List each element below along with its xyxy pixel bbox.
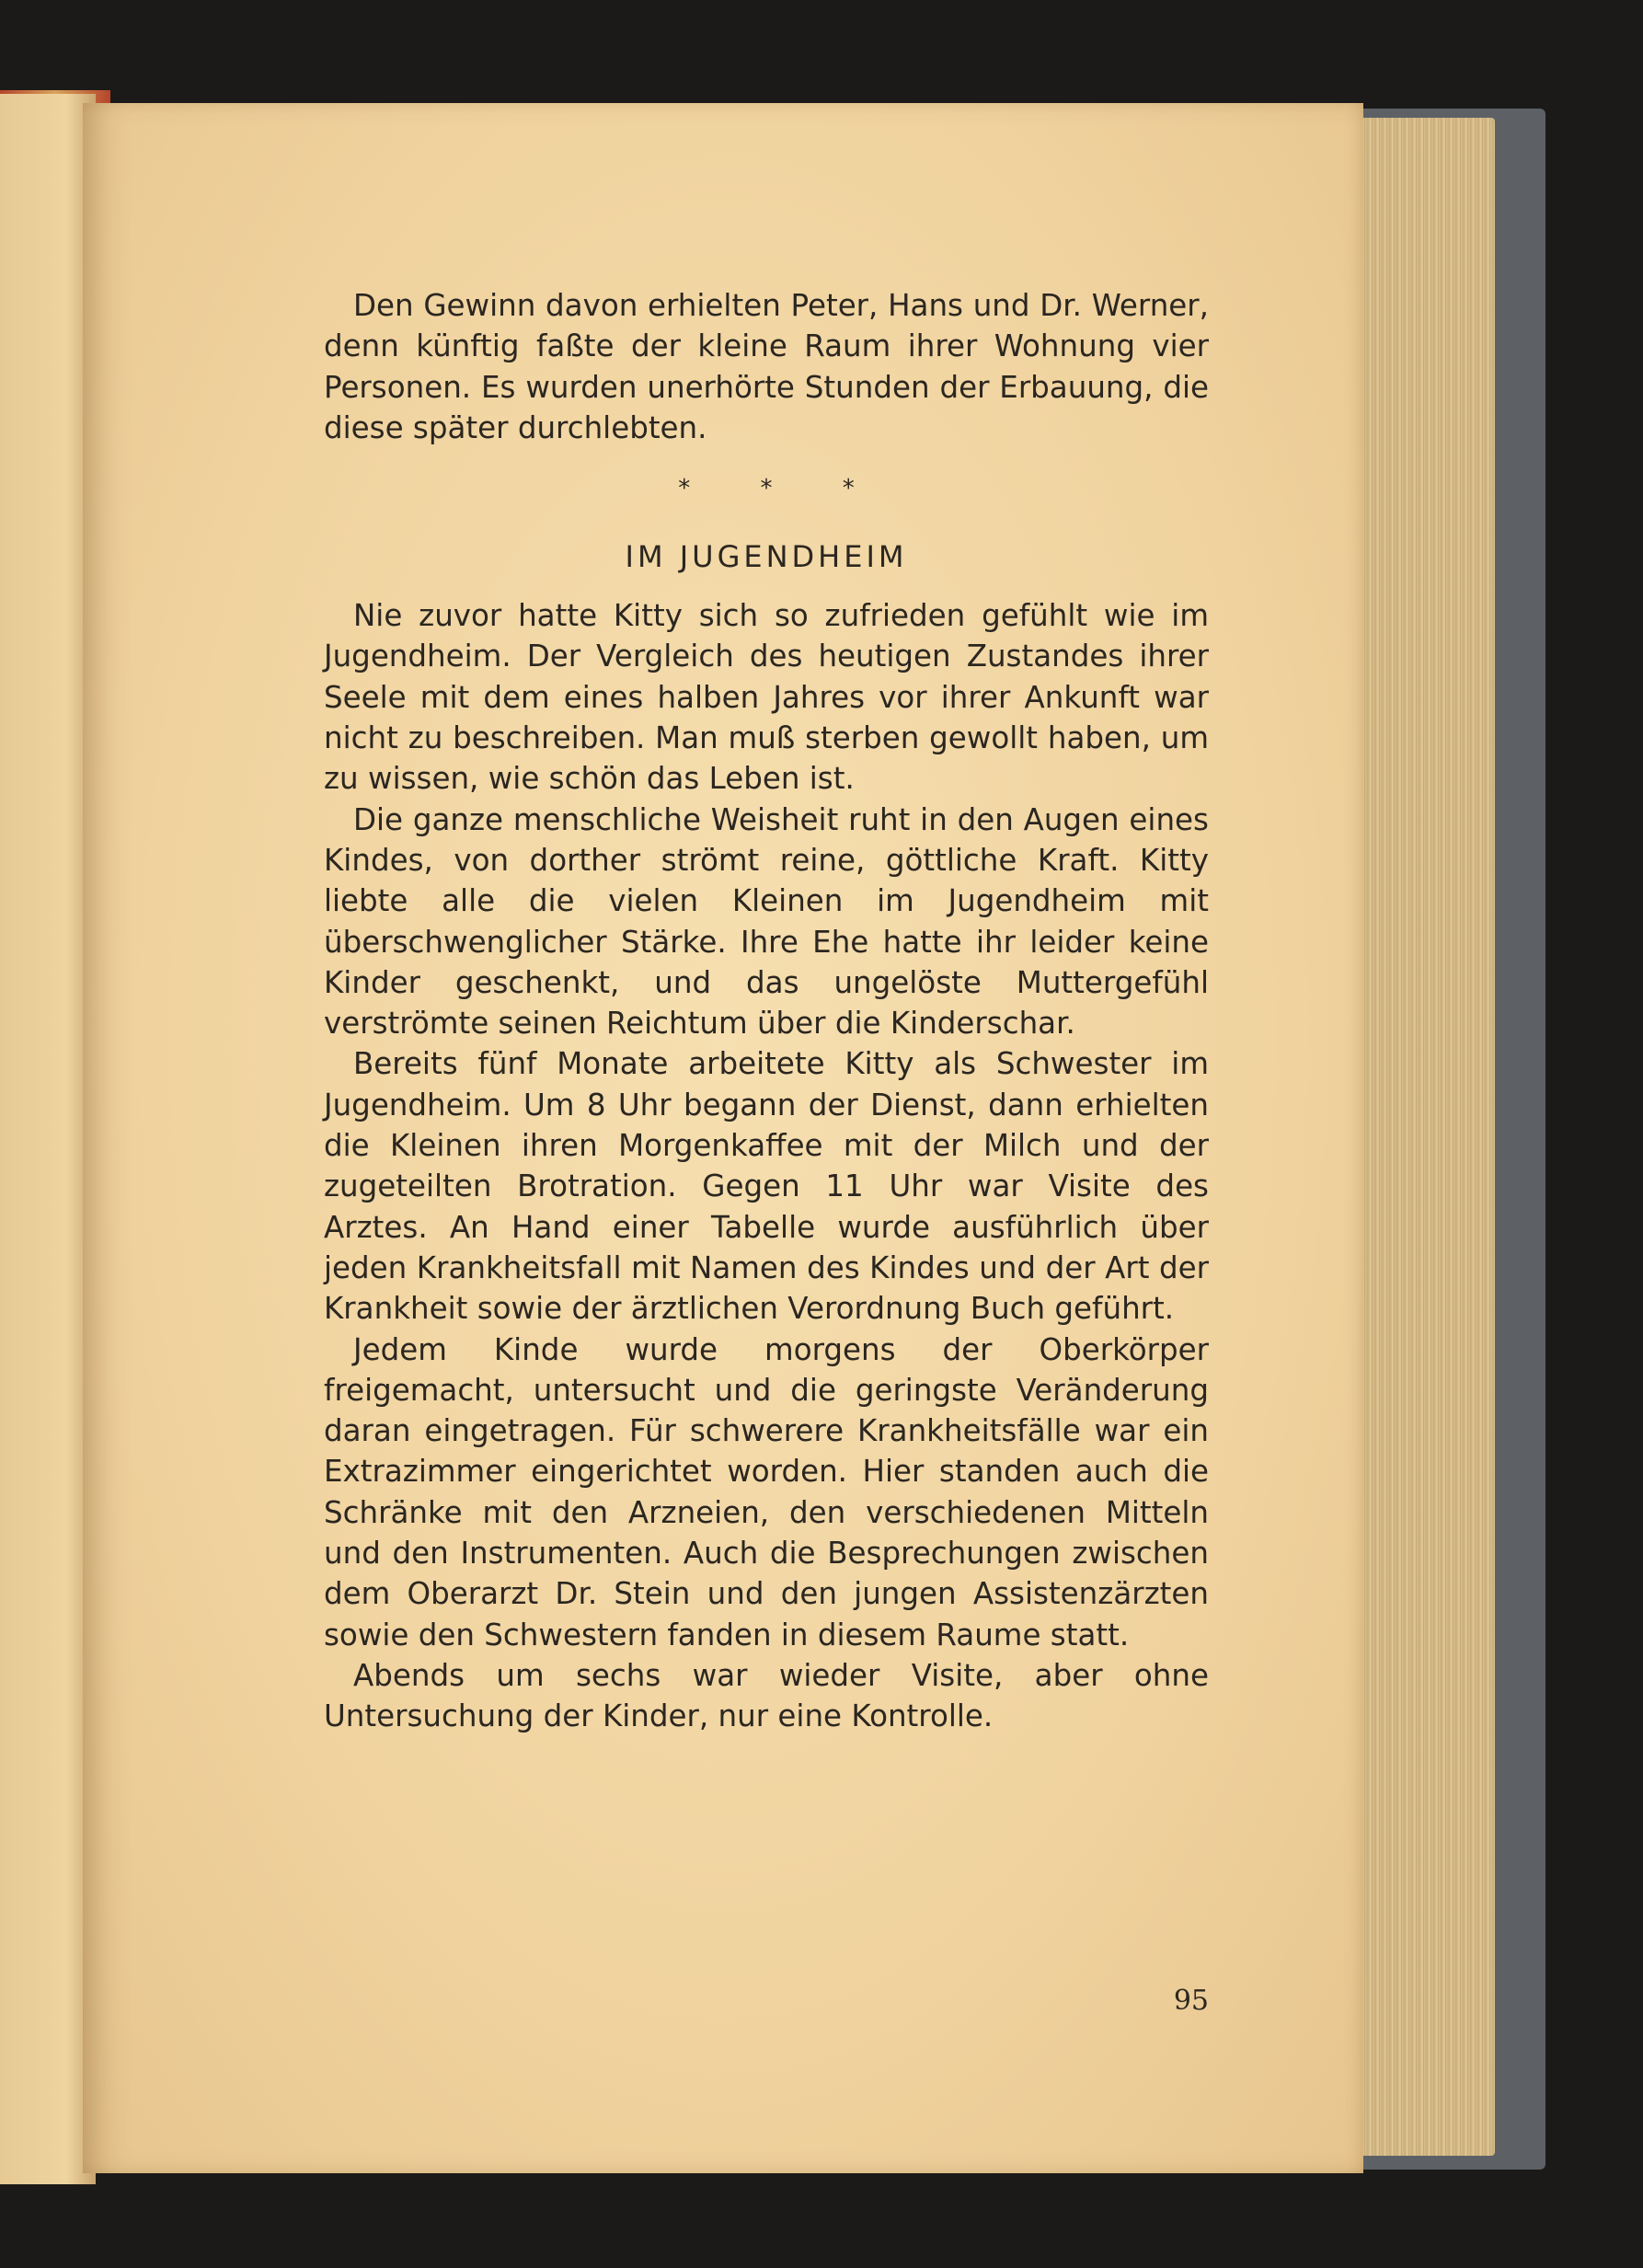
paragraph: Bereits fünf Monate arbeitete Kitty als Schwester im Jugendheim. Um 8 Uhr begann der Dienst, dann erhielten die Kleinen ihren Morgenkaffee mit der Milch und der zugeteilten Brotration. Gegen 11 Uhr war Visite des Arztes. An Hand einer Tabelle wurde ausführlich über jeden Krankheitsfall mit Namen des Kindes und der Art der Krankheit sowie der ärztlichen Verordnung Buch geführt. bbox=[324, 1046, 1209, 1327]
page-stack bbox=[1343, 118, 1495, 2156]
chapter-heading: IM JUGENDHEIM bbox=[625, 539, 908, 575]
left-page bbox=[0, 94, 96, 2184]
page-number: 95 bbox=[1173, 1985, 1209, 2017]
text-block bbox=[324, 285, 1209, 1737]
paragraph: Abends um sechs war wieder Visite, aber ohne Untersuchung der Kinder, nur eine Kontrolle. bbox=[324, 1657, 1209, 1734]
paragraph: Nie zuvor hatte Kitty sich so zufrieden gefühlt wie im Jugendheim. Der Vergleich des heutigen Zustandes ihrer Seele mit dem eines halben Jahres vor ihrer Ankunft war nicht zu beschreiben. Man muß sterben gewollt haben, um zu wissen, wie schön das Leben ist. bbox=[324, 598, 1209, 797]
book-page bbox=[83, 103, 1363, 2173]
paragraph: Die ganze menschliche Weisheit ruht in den Augen eines Kindes, von dorther strömt reine, göttliche Kraft. Kitty liebte alle die vielen Kleinen im Jugendheim mit überschwenglicher Stärke. Ihre Ehe hatte ihr leider keine Kinder geschenkt, und das ungelöste Muttergefühl verströmte seinen Reichtum über die Kinderschar. bbox=[324, 801, 1209, 1042]
section-separator: * * * bbox=[678, 475, 886, 503]
paragraph: Jedem Kinde wurde morgens der Oberkörper freigemacht, untersucht und die geringste Veränderung daran eingetragen. Für schwerere Krankheitsfälle war ein Extrazimmer eingerichtet worden. Hier standen auch die Schränke mit den Arzneien, den verschiedenen Mitteln und den Instrumenten. Auch die Besprechungen zwischen dem Oberarzt Dr. Stein und den jungen Assistenzärzten sowie den Schwestern fanden in diesem Raume statt. bbox=[324, 1331, 1209, 1652]
paragraph-intro: Den Gewinn davon erhielten Peter, Hans und Dr. Werner, denn künftig faßte der kleine Raum ihrer Wohnung vier Personen. Es wurden unerhörte Stunden der Erbauung, die diese später durchlebten. bbox=[324, 288, 1209, 445]
